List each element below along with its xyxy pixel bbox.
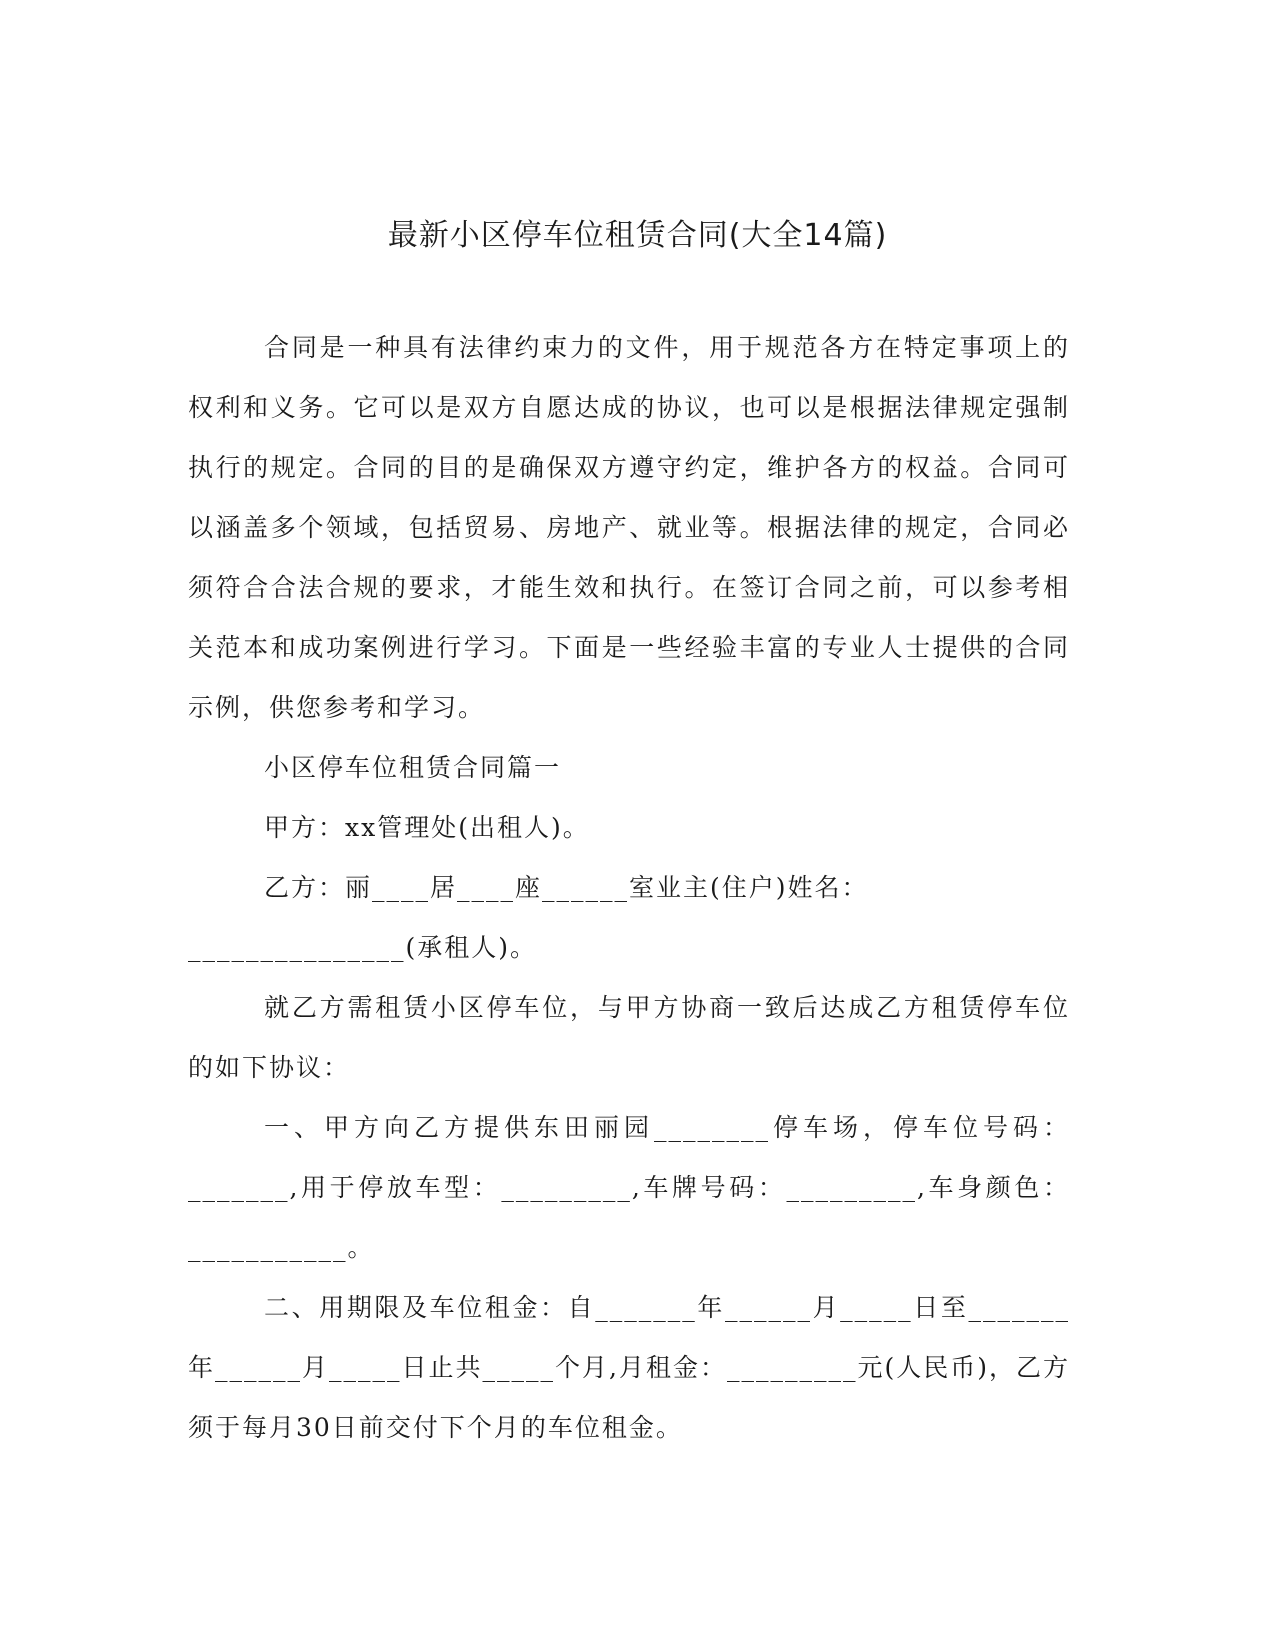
agreement-preamble: 就乙方需租赁小区停车位，与甲方协商一致后达成乙方租赁停车位的如下协议： (188, 993, 1070, 1082)
section-heading: 小区停车位租赁合同篇一 (264, 753, 562, 782)
document-body (188, 318, 1070, 1458)
clause-2: 二、用期限及车位租金：自_______年______月_____日至_______年______月_____日止共_____个月,月租金：_________元(人民币)，乙方须于每月30日前交付下个月的车位租金。 (188, 1293, 1070, 1442)
party-b-name-line: _______________(承租人)。 (188, 933, 538, 962)
intro-paragraph: 合同是一种具有法律约束力的文件，用于规范各方在特定事项上的权利和义务。它可以是双方自愿达成的协议，也可以是根据法律规定强制执行的规定。合同的目的是确保双方遵守约定，维护各方的权益。合同可以涵盖多个领域，包括贸易、房地产、就业等。根据法律的规定，合同必须符合合法合规的要求，才能生效和执行。在签订合同之前，可以参考相关范本和成功案例进行学习。下面是一些经验丰富的专业人士提供的合同示例，供您参考和学习。 (188, 333, 1070, 722)
party-b-line: 乙方：丽____居____座______室业主(住户)姓名： (264, 873, 869, 902)
clause-1: 一、甲方向乙方提供东田丽园________停车场，停车位号码：_______,用于停放车型：_________,车牌号码：_________,车身颜色：___________。 (188, 1113, 1070, 1262)
document-title: 最新小区停车位租赁合同(大全14篇) (387, 218, 888, 253)
party-a-line: 甲方：xx管理处(出租人)。 (264, 813, 590, 842)
